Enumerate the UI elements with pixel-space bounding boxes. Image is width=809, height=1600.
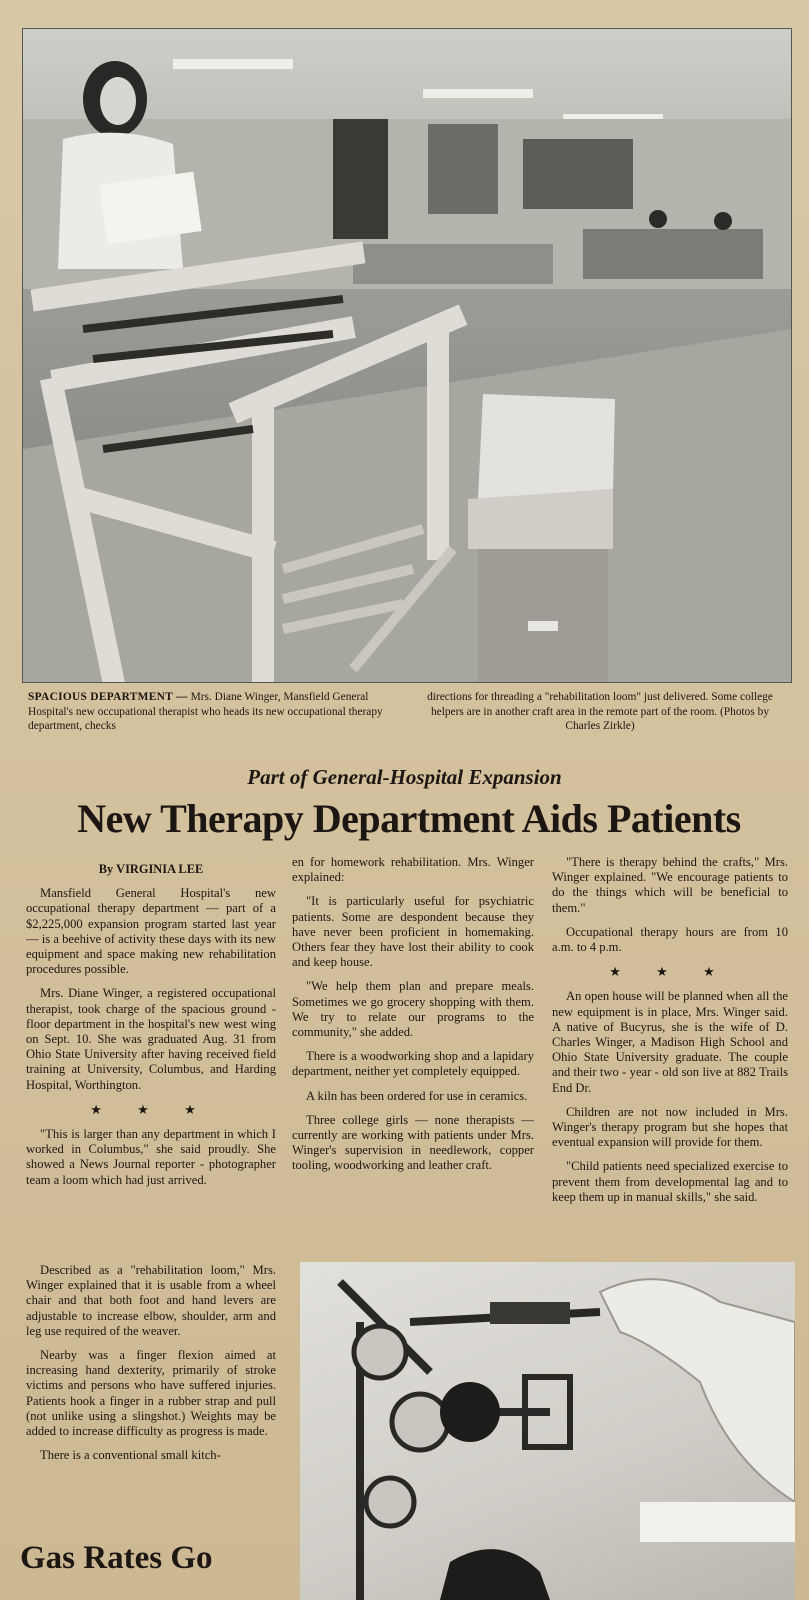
paragraph: "We help them plan and prepare meals. Sometimes we go grocery shopping with them. We try to relate our programs to the community," she added. [292,979,534,1040]
byline: By VIRGINIA LEE [98,862,204,876]
caption-right-text: directions for threading a "rehabilitation loom" just delivered. Some college helpers are in another craft area in the remote part of the room. (Photos by Charles Zirkle) [427,691,773,732]
paragraph: Mrs. Diane Winger, a registered occupational therapist, took charge of the spacious ground - floor department in the hospital's new west wing on Sept. 10. She was graduated Aug. 31 from Ohio State University after having received field training at University, Columbus, and Harding Hospital, Worthington. [26,986,276,1092]
paragraph: Occupational therapy hours are from 10 a.m. to 4 p.m. [552,924,788,955]
article-column-1 [26,862,276,1197]
paragraph: Children are not now included in Mrs. Winger's therapy program but she hopes that eventual expansion will provide for them. [552,1104,788,1150]
paragraph: An open house will be planned when all the new equipment is in place, Mrs. Winger said. A native of Bucyrus, she is the wife of D. Charles Winger, a Madison High School and Ohio State University graduate. The couple and their two - year - old son live at 882 Trails End Dr. [552,989,788,1095]
paragraph: There is a woodworking shop and a lapidary department, neither yet completely equipped. [292,1049,534,1079]
article-column-4 [26,1263,276,1472]
photo-therapy-room-drawing [23,29,791,682]
paragraph: "This is larger than any department in which I worked in Columbus," she said proudly. She showed a News Journal reporter - photographer team a loom which had just arrived. [26,1127,276,1187]
photo-therapy-room [22,28,792,683]
section-stars: ★ ★ ★ [90,1101,212,1117]
next-headline: Gas Rates Go [20,1540,213,1576]
paragraph: "Child patients need specialized exercise to prevent them from developmental lag and to keep them up in manual skills," she said. [552,1159,788,1204]
caption-left-text: Mrs. Diane Winger, Mansfield General Hospital's new occupational therapist who heads its new occupational therapy department, checks [28,691,383,732]
caption-left [28,690,398,734]
photo-finger-flexion-device [300,1262,795,1600]
paragraph: Described as a "rehabilitation loom," Mrs. Winger explained that it is usable from a wheel chair and that both foot and hand levers are adjustable to increase elbow, shoulder, arm and leg use required of the weaver. [26,1263,276,1338]
article-column-3 [552,855,788,1214]
paragraph: Nearby was a finger flexion aimed at increasing hand dexterity, primarily of stroke victims and persons who have suffered injuries. Patients hook a finger in a rubber strap and pull (not unlike using a slingshot.) Weights may be added to increase difficulty as progress is made. [26,1348,276,1439]
photo-caption [28,690,786,734]
paragraph: Mansfield General Hospital's new occupational therapy department — part of a $2,225,000 expansion program started last year — is a beehive of activity these days with its new equipment and space making new rehabilitation procedures possible. [26,886,276,977]
paragraph: There is a conventional small kitch- [40,1448,221,1463]
section-stars: ★ ★ ★ [609,964,731,980]
paragraph: "It is particularly useful for psychiatric patients. Some are despondent because they have never been proficient in homemaking. Others fear they have lost their ability to cook and keep house. [292,894,534,970]
kicker-headline: Part of General-Hospital Expansion [247,765,562,789]
main-headline: New Therapy Department Aids Patients [77,796,741,841]
paragraph: A kiln has been ordered for use in ceramics. [306,1088,528,1103]
caption-lead: SPACIOUS DEPARTMENT — [28,691,188,703]
photo-finger-flexion-drawing [300,1262,795,1600]
paragraph: en for homework rehabilitation. Mrs. Winger explained: [292,855,534,885]
article-column-2 [292,855,534,1183]
paragraph: Three college girls — none therapists — currently are working with patients under Mrs. Winger's supervision in needlework, copper tooling, woodworking and leather craft. [292,1112,534,1173]
paragraph: "There is therapy behind the crafts," Mrs. Winger explained. "We encourage patients to do the things which will be beneficial to them." [552,855,788,915]
